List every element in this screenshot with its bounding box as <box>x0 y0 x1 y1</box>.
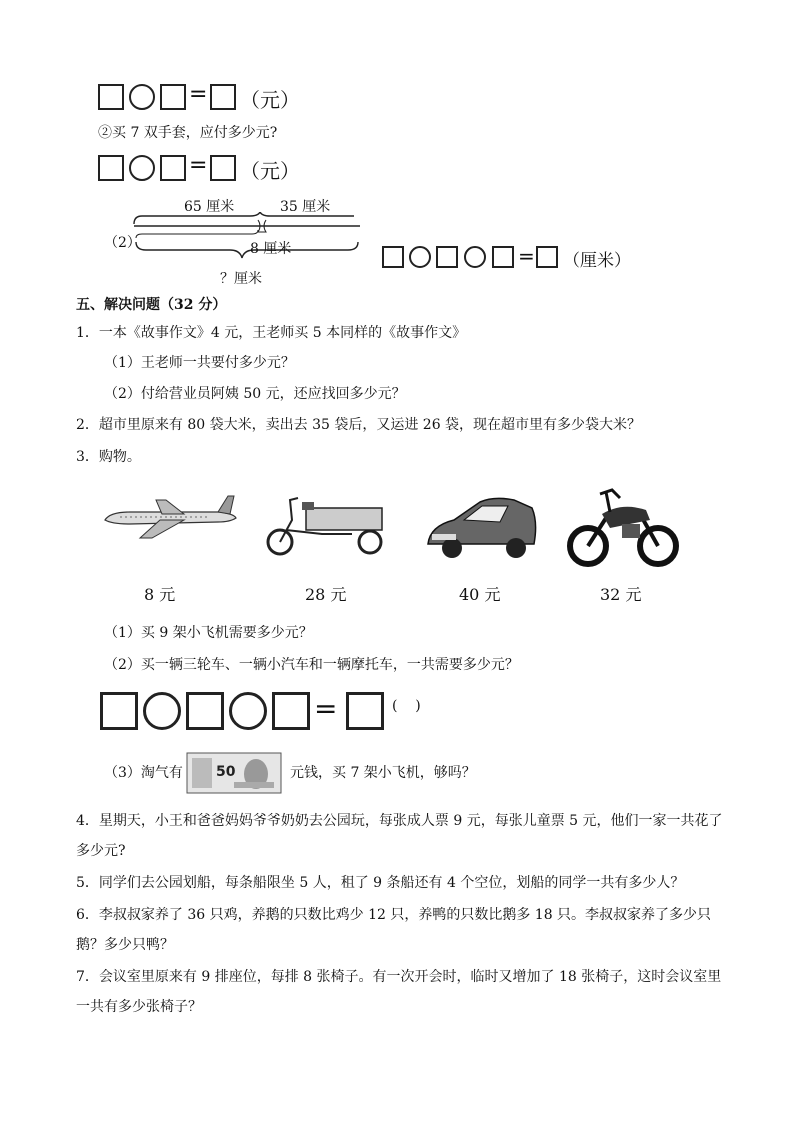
section-title: 五、解决问题（32 分） <box>76 297 227 313</box>
airplane-image <box>100 490 240 540</box>
price-label: 40 元 <box>459 585 501 604</box>
price-label: 28 元 <box>305 585 347 604</box>
motorcycle-image <box>566 484 682 572</box>
answer-box[interactable] <box>98 84 124 110</box>
banknote-value: 50 <box>216 764 236 780</box>
answer-box[interactable] <box>272 692 310 730</box>
unit-label: （元） <box>240 88 300 112</box>
operator-circle[interactable] <box>464 246 486 268</box>
answer-box[interactable] <box>346 692 384 730</box>
answer-box[interactable] <box>160 84 186 110</box>
operator-circle[interactable] <box>143 692 181 730</box>
question-3-part-1: （1）买 9 架小飞机需要多少元？ <box>104 625 313 641</box>
question-6-line-2: 鹅？多少只鸭？ <box>76 937 174 953</box>
question-4-line-1: 4．星期天，小王和爸爸妈妈爷爷奶奶去公园玩，每张成人票 9 元，每张儿童票 5 元，他们一家一共花了 <box>76 813 723 829</box>
answer-box[interactable] <box>536 246 558 268</box>
unit-label: （厘米） <box>563 251 631 271</box>
banknote-50-image <box>186 752 282 794</box>
unit-label: （元） <box>240 159 300 183</box>
tricycle-image <box>262 490 392 556</box>
equals-sign: = <box>189 153 208 178</box>
equals-sign: = <box>518 244 535 268</box>
answer-box[interactable] <box>210 84 236 110</box>
question-3-part-3-prefix: （3）淘气有 <box>104 765 183 781</box>
question-6-line-1: 6．李叔叔家养了 36 只鸡，养鹅的只数比鸡少 12 只，养鸭的只数比鹅多 18 只。李叔叔家养了多少只 <box>76 907 712 923</box>
answer-box[interactable] <box>492 246 514 268</box>
price-label: 32 元 <box>600 585 642 604</box>
question-3-part-2: （2）买一辆三轮车、一辆小汽车和一辆摩托车，一共需要多少元？ <box>104 657 519 673</box>
operator-circle[interactable] <box>129 155 155 181</box>
answer-box[interactable] <box>186 692 224 730</box>
operator-circle[interactable] <box>229 692 267 730</box>
price-label: 8 元 <box>144 585 176 604</box>
question-2-text: ②买 7 双手套，应付多少元? <box>98 125 278 141</box>
operator-circle[interactable] <box>409 246 431 268</box>
question-1-part-2: （2）付给营业员阿姨 50 元，还应找回多少元？ <box>104 386 406 402</box>
question-2: 2．超市里原来有 80 袋大米，卖出去 35 袋后，又运进 26 袋，现在超市里有多少袋大米？ <box>76 417 642 433</box>
question-4-line-2: 多少元? <box>76 843 126 859</box>
question-3: 3．购物。 <box>76 449 141 465</box>
question-1-part-1: （1）王老师一共要付多少元？ <box>104 355 295 371</box>
equals-sign: = <box>314 692 338 725</box>
length-b-label: 35 厘米 <box>280 199 331 215</box>
answer-box[interactable] <box>100 692 138 730</box>
answer-box[interactable] <box>382 246 404 268</box>
equals-sign: = <box>189 82 208 107</box>
operator-circle[interactable] <box>129 84 155 110</box>
diagram-label: （2） <box>104 235 141 251</box>
overlap-label: 8 厘米 <box>250 241 292 257</box>
answer-box[interactable] <box>436 246 458 268</box>
question-7-line-1: 7．会议室里原来有 9 排座位，每排 8 张椅子。有一次开会时，临时又增加了 18 张椅子，这时会议室里 <box>76 969 722 985</box>
total-length-label: ？厘米 <box>220 271 262 287</box>
unit-blank[interactable]: ( ) <box>392 698 421 714</box>
question-1: 1．一本《故事作文》4 元，王老师买 5 本同样的《故事作文》 <box>76 325 467 341</box>
question-3-part-3-suffix: 元钱，买 7 架小飞机，够吗？ <box>290 765 476 781</box>
question-7-line-2: 一共有多少张椅子？ <box>76 999 202 1015</box>
answer-box[interactable] <box>210 155 236 181</box>
answer-box[interactable] <box>98 155 124 181</box>
question-5: 5．同学们去公园划船，每条船限坐 5 人，租了 9 条船还有 4 个空位，划船的同学一共有多少人？ <box>76 875 685 891</box>
car-image <box>424 492 540 564</box>
length-a-label: 65 厘米 <box>184 199 235 215</box>
answer-box[interactable] <box>160 155 186 181</box>
